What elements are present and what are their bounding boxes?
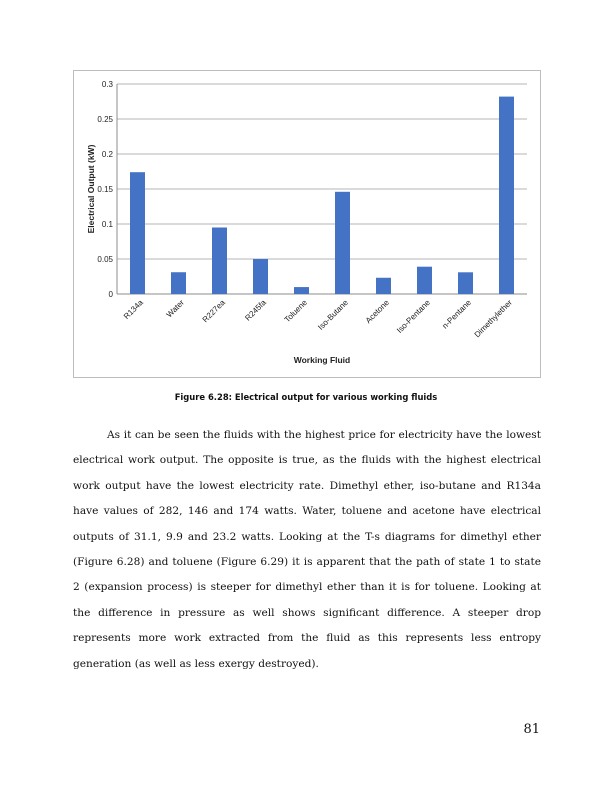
y-tick-label: 0.1 [101, 220, 113, 229]
x-tick-label: Water [164, 298, 186, 320]
bar-iso-butane [335, 192, 350, 294]
bar-r227ea [212, 228, 227, 295]
y-tick-label: 0.25 [97, 115, 113, 124]
page-number: 81 [523, 722, 540, 737]
x-tick-label: Toluene [282, 298, 309, 325]
bar-r134a [130, 172, 145, 294]
x-tick-label: n-Pentane [440, 298, 473, 331]
x-tick-label: R245fa [243, 298, 268, 323]
y-axis-title: Electrical Output (kW) [86, 144, 96, 234]
x-tick-label: R227ea [200, 298, 227, 325]
body-paragraph: As it can be seen the fluids with the highest price for electricity have the lowest electrical work output. The opposite is true, as the fluids with the highest electrical work output have the lowest electricity rate. Dimethyl ether, iso-butane and R134a have values of 282, 146 and 174 watts. Water, toluene and acetone have electrical outputs of 31.1, 9.9 and 23.2 watts. Looking at the T-s diagrams for dimethyl ether (Figure 6.28) and toluene (Figure 6.29) it is apparent that the path of state 1 to state 2 (expansion process) is steeper for dimethyl ether than it is for toluene. Looking at the difference in pressure as well shows significant difference. A steeper drop represents more work extracted from the fluid as this represents less entropy generation (as well as less exergy destroyed). [73, 429, 541, 670]
x-tick-label: Iso-Pentane [395, 298, 432, 335]
bar-water [171, 272, 186, 294]
x-tick-label: R134a [121, 298, 145, 322]
y-tick-label: 0.2 [101, 150, 113, 159]
bar-iso-pentane [417, 267, 432, 294]
x-tick-label: Dimethylether [472, 298, 514, 340]
figure-caption: Figure 6.28: Electrical output for various working fluids [174, 392, 438, 402]
bar-acetone [376, 278, 391, 294]
chart-frame [73, 70, 541, 378]
bar-dimethylether [499, 97, 514, 294]
x-axis-title: Working Fluid [293, 355, 351, 365]
x-tick-label: Acetone [363, 298, 391, 326]
bar-chart [74, 71, 542, 379]
bar-r245fa [253, 259, 268, 294]
bar-n-pentane [458, 272, 473, 294]
y-tick-label: 0.15 [97, 185, 113, 194]
y-tick-label: 0 [108, 290, 113, 299]
x-tick-label: Iso-Butane [316, 298, 350, 332]
bar-toluene [294, 287, 309, 294]
y-tick-label: 0.05 [97, 255, 113, 264]
y-tick-label: 0.3 [101, 80, 113, 89]
